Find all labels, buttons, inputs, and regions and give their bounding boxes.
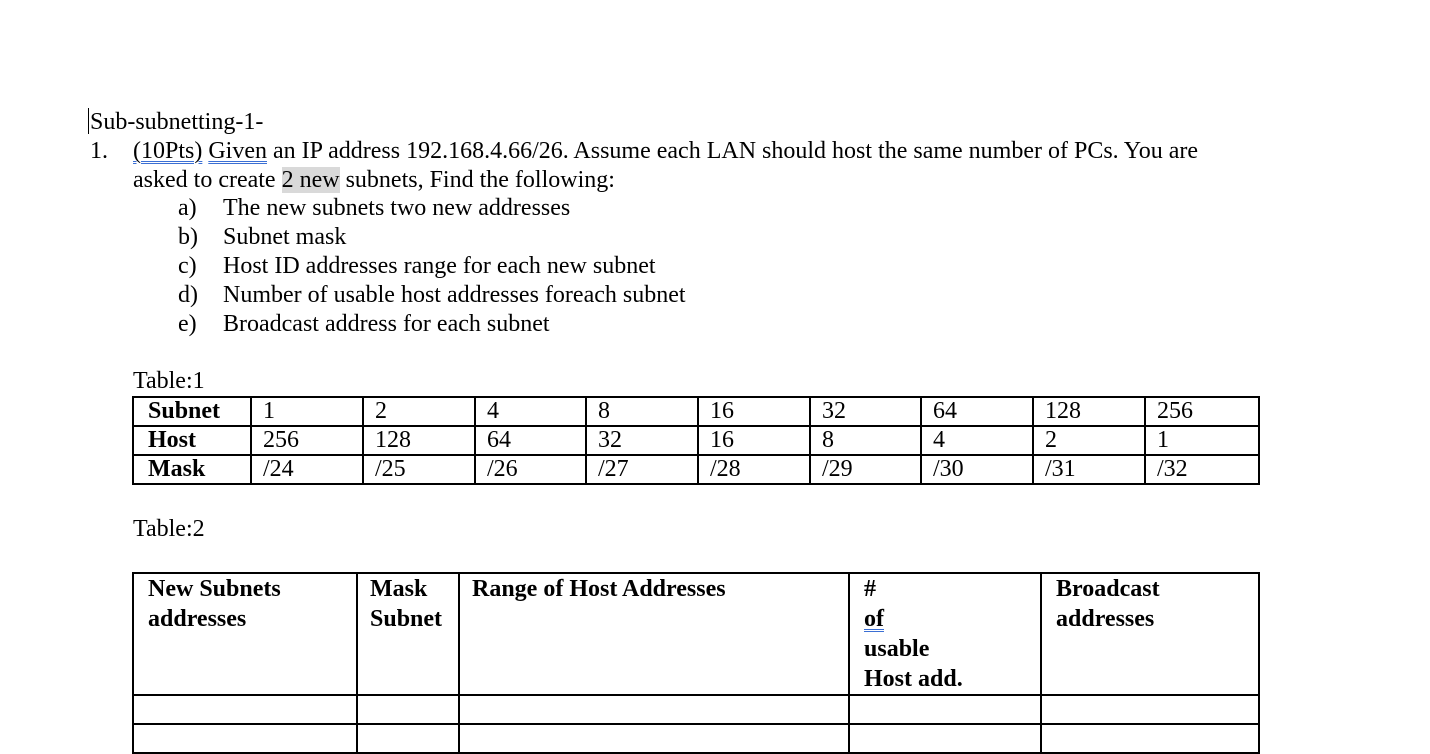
highlighted-text[interactable]: 2 new <box>281 167 340 193</box>
table-cell[interactable]: 128 <box>363 426 475 455</box>
table-row <box>133 695 1259 724</box>
table-cell[interactable] <box>1041 724 1259 753</box>
header-line: Broadcast <box>1056 576 1160 602</box>
table-row <box>133 426 1259 455</box>
table-cell[interactable]: 4 <box>921 426 1033 455</box>
table-header-row <box>133 573 1259 695</box>
header-line: addresses <box>1056 606 1155 632</box>
table-cell[interactable] <box>133 695 357 724</box>
table-cell[interactable]: 16 <box>698 397 810 426</box>
table-cell[interactable] <box>357 724 459 753</box>
header-mask-subnet[interactable] <box>357 573 459 695</box>
question-line-2-pre: asked to create <box>133 167 276 193</box>
text-cursor <box>88 108 89 134</box>
header-line: Mask <box>370 576 428 602</box>
document-heading[interactable]: Sub-subnetting-1- <box>90 109 264 135</box>
table-cell[interactable]: 8 <box>810 426 921 455</box>
table-cell[interactable]: 8 <box>586 397 698 426</box>
table-cell[interactable]: /26 <box>475 455 586 484</box>
list-item-text: Subnet mask <box>223 224 347 250</box>
question-line-1[interactable] <box>133 136 1198 166</box>
header-line: Range of Host Addresses <box>472 576 726 602</box>
table-cell[interactable]: 128 <box>1033 397 1145 426</box>
table-cell[interactable]: /25 <box>363 455 475 484</box>
list-item-letter: c) <box>178 253 197 279</box>
header-line: Subnet <box>370 606 443 632</box>
header-line: addresses <box>148 606 247 632</box>
usable-text: usable <box>864 636 930 662</box>
table-cell[interactable]: 32 <box>810 397 921 426</box>
list-item-letter: e) <box>178 311 197 337</box>
table-cell[interactable] <box>459 724 849 753</box>
header-line: New Subnets <box>148 576 281 602</box>
table-cell[interactable] <box>357 695 459 724</box>
list-item-letter: a) <box>178 195 197 221</box>
table-row <box>133 397 1259 426</box>
answer-table[interactable] <box>132 572 1260 754</box>
list-item-text: Number of usable host addresses foreach subnet <box>223 282 686 308</box>
table-cell[interactable]: 2 <box>363 397 475 426</box>
table-cell[interactable] <box>1041 695 1259 724</box>
row-header[interactable]: Host <box>133 426 251 455</box>
row-header[interactable]: Mask <box>133 455 251 484</box>
table-cell[interactable]: /28 <box>698 455 810 484</box>
table-cell[interactable] <box>133 724 357 753</box>
table-cell[interactable]: /32 <box>1145 455 1259 484</box>
row-header[interactable]: Subnet <box>133 397 251 426</box>
list-item <box>178 310 686 339</box>
table-cell[interactable] <box>459 695 849 724</box>
table-cell[interactable]: /24 <box>251 455 363 484</box>
table-cell[interactable] <box>849 724 1041 753</box>
question-line-2-post: subnets, Find the following: <box>345 167 615 193</box>
header-range[interactable] <box>459 573 849 695</box>
table-cell[interactable]: /29 <box>810 455 921 484</box>
header-line: Host add. <box>864 666 963 692</box>
table-row <box>133 455 1259 484</box>
subnet-reference-table[interactable] <box>132 396 1260 485</box>
list-item-text: The new subnets two new addresses <box>223 195 571 221</box>
sub-question-list <box>178 194 686 339</box>
header-line <box>864 574 1040 664</box>
table-cell[interactable]: 64 <box>475 426 586 455</box>
list-item <box>178 281 686 310</box>
question-line-1-rest: an IP address 192.168.4.66/26. Assume each LAN should host the same number of PCs. You are <box>273 138 1199 164</box>
table-cell[interactable]: /27 <box>586 455 698 484</box>
table-cell[interactable]: 4 <box>475 397 586 426</box>
list-item <box>178 223 686 252</box>
table-cell[interactable]: 2 <box>1033 426 1145 455</box>
list-item-letter: d) <box>178 282 198 308</box>
table-cell[interactable]: /30 <box>921 455 1033 484</box>
header-new-subnets[interactable] <box>133 573 357 695</box>
table-cell[interactable]: 256 <box>251 426 363 455</box>
table-cell[interactable] <box>849 695 1041 724</box>
table-cell[interactable]: 16 <box>698 426 810 455</box>
table-cell[interactable]: /31 <box>1033 455 1145 484</box>
list-item <box>178 252 686 281</box>
table-cell[interactable]: 1 <box>251 397 363 426</box>
question-number: 1. <box>90 138 108 164</box>
question-line-2[interactable] <box>133 165 615 195</box>
header-broadcast[interactable] <box>1041 573 1259 695</box>
table-cell[interactable]: 64 <box>921 397 1033 426</box>
table-2-label: Table:2 <box>133 516 205 542</box>
hash-text: # <box>864 576 876 602</box>
list-item <box>178 194 686 223</box>
list-item-letter: b) <box>178 224 198 250</box>
table-cell[interactable]: 32 <box>586 426 698 455</box>
table-cell[interactable]: 256 <box>1145 397 1259 426</box>
table-1-label: Table:1 <box>133 368 205 394</box>
list-item-text: Host ID addresses range for each new subnet <box>223 253 656 279</box>
table-cell[interactable]: 1 <box>1145 426 1259 455</box>
given-text[interactable]: Given <box>208 138 267 164</box>
points-text[interactable]: (10Pts) <box>133 138 203 164</box>
header-usable-hosts[interactable] <box>849 573 1041 695</box>
table-row <box>133 724 1259 753</box>
list-item-text: Broadcast address for each subnet <box>223 311 550 337</box>
of-text[interactable]: of <box>864 606 884 632</box>
